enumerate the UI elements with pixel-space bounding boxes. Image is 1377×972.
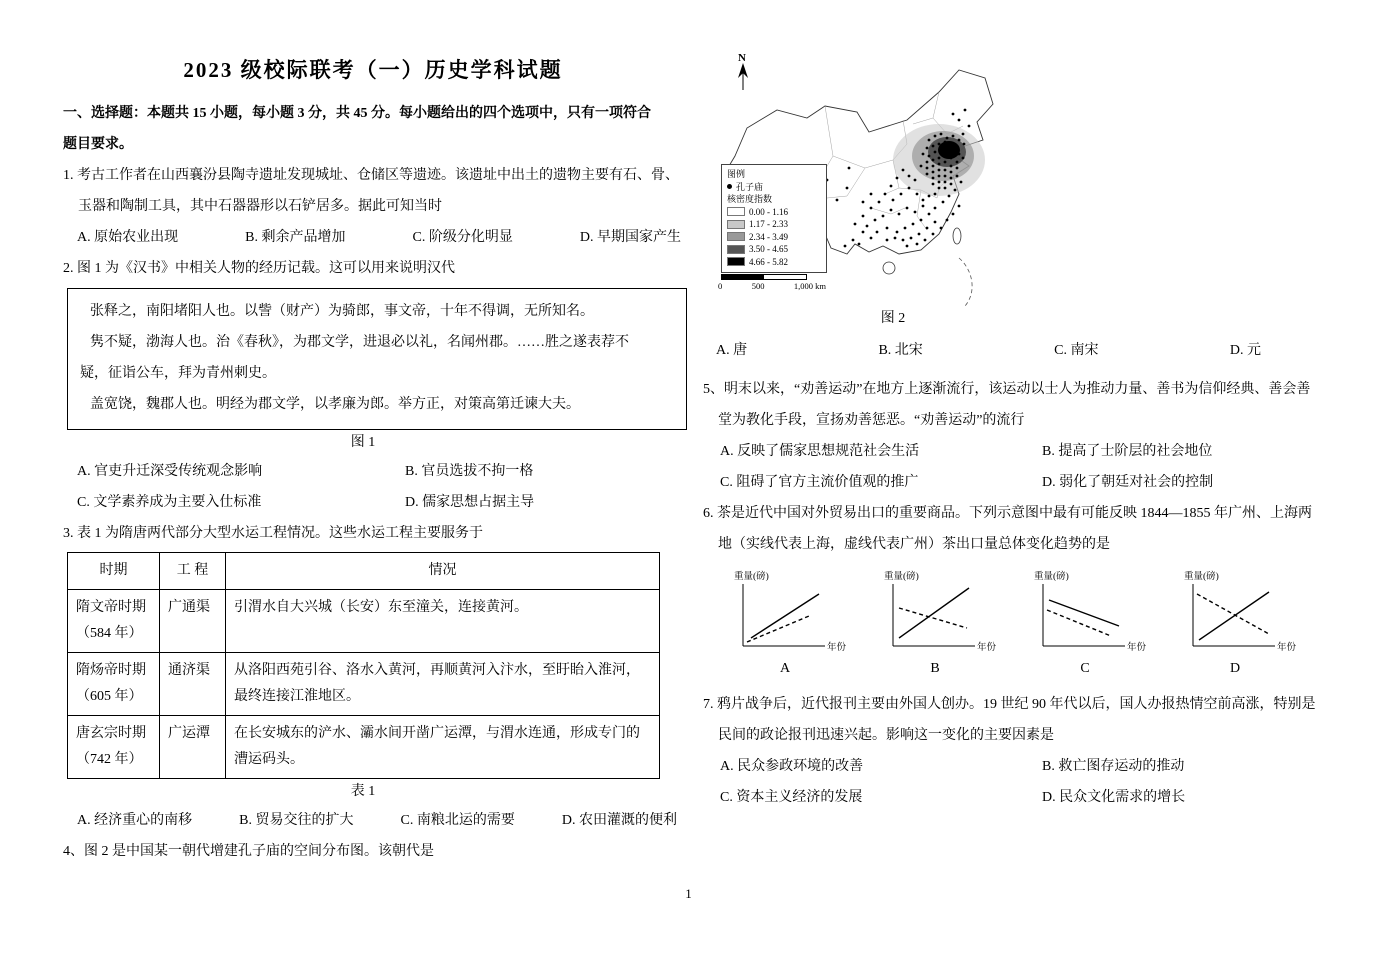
figure1-line: 隽不疑，渤海人也。治《春秋》，为郡文学，进退必以礼，名闻州郡。……胜之遂表荐不 — [90, 335, 629, 350]
legend-density-row: 1.17 - 2.33 — [727, 218, 821, 231]
trend-chart-option — [1171, 568, 1299, 677]
legend-point-label: 孔子庙 — [736, 181, 764, 192]
trend-chart-option — [721, 568, 849, 677]
q4-option-c: C. 南宋 — [1054, 343, 1099, 358]
density-swatch — [727, 207, 745, 216]
q7-option-b: B. 救亡图存运动的推动 — [1042, 759, 1185, 774]
q2-option-b: B. 官员选拔不拘一格 — [405, 464, 534, 479]
table-row — [68, 653, 660, 716]
table1-caption: 表 1 — [350, 784, 376, 799]
q3-option-a: A. 经济重心的南移 — [77, 813, 193, 828]
temple-dot-icon — [727, 184, 732, 189]
section-instructions-line2: 题目要求。 — [63, 137, 133, 152]
legend-density-row: 4.66 - 5.82 — [727, 256, 821, 269]
svg-text:年份: 年份 — [827, 643, 847, 653]
q6-chart-options — [721, 568, 1351, 677]
q5-option-c: C. 阻碍了官方主流价值观的推广 — [720, 475, 919, 490]
table1-cell-detail: 从洛阳西苑引谷、洛水入黄河，再顺黄河入汴水，至盱眙入淮河，最终连接江淮地区。 — [226, 653, 660, 716]
q3-options — [63, 805, 677, 836]
q4-option-d: D. 元 — [1229, 343, 1261, 358]
trend-chart-option — [1021, 568, 1149, 677]
density-swatch — [727, 220, 745, 229]
svg-text:年份: 年份 — [977, 643, 997, 653]
q4-option-b: B. 北宋 — [878, 343, 923, 358]
q3-option-b: B. 贸易交往的扩大 — [239, 813, 354, 828]
left-column — [63, 54, 683, 867]
q2-options — [63, 456, 683, 518]
map-scale — [718, 274, 826, 291]
page-title: 2023 级校际联考（一）历史学科试题 — [183, 58, 563, 82]
chart-option-label: A — [779, 661, 791, 676]
density-swatch — [727, 257, 745, 266]
chart-option-label: C — [1080, 661, 1090, 676]
section-instructions-line1: 一、选择题：本题共 15 小题，每小题 3 分，共 45 分。每小题给出的四个选项中，只有一项符合 — [63, 106, 651, 121]
figure1-line: 疑，征诣公车，拜为青州刺史。 — [80, 366, 276, 381]
q3-option-c: C. 南粮北运的需要 — [400, 813, 515, 828]
q5-options — [703, 436, 1351, 498]
q4-stem: 4、图 2 是中国某一朝代增建孔子庙的空间分布图。该朝代是 — [63, 844, 434, 859]
q1-stem-line2: 玉器和陶制工具，其中石器器形以石铲居多。据此可知当时 — [78, 199, 442, 214]
figure1-text-box — [67, 288, 687, 430]
q4-option-a: A. 唐 — [716, 343, 748, 358]
q7-stem-line1: 7. 鸦片战争后，近代报刊主要由外国人创办。19 世纪 90 年代以后，国人办报热情空前高涨，特别是 — [703, 697, 1316, 712]
q2-option-d: D. 儒家思想占据主导 — [405, 495, 535, 510]
trend-chart-svg — [1171, 568, 1299, 660]
q6-stem-line1: 6. 茶是近代中国对外贸易出口的重要商品。下列示意图中最有可能反映 1844—1855 年广州、上海两 — [703, 506, 1312, 521]
density-swatch — [727, 232, 745, 241]
q3-option-d: D. 农田灌溉的便利 — [561, 813, 677, 828]
table1-header-period: 时期 — [68, 553, 160, 590]
table1-cell-detail: 在长安城东的浐水、灞水间开凿广运潭，与渭水连通，形成专门的漕运码头。 — [226, 716, 660, 779]
q6-stem-line2: 地（实线代表上海，虚线代表广州）茶出口量总体变化趋势的是 — [718, 537, 1110, 552]
svg-text:N: N — [738, 52, 746, 64]
figure1-line: 张释之，南阳堵阳人也。以訾（财产）为骑郎，事文帝，十年不得调，无所知名。 — [90, 304, 594, 319]
q1-option-b: B. 剩余产品增加 — [245, 230, 346, 245]
q5-option-a: A. 反映了儒家思想规范社会生活 — [720, 444, 920, 459]
q1-option-a: A. 原始农业出现 — [77, 230, 179, 245]
q7-option-a: A. 民众参政环境的改善 — [720, 759, 864, 774]
q1-option-d: D. 早期国家产生 — [579, 230, 681, 245]
trend-chart-option — [871, 568, 999, 677]
table1-cell-period: 唐玄宗时期 （742 年） — [68, 716, 160, 779]
map-legend — [721, 164, 827, 273]
legend-density-row: 2.34 - 3.49 — [727, 231, 821, 244]
table-row — [68, 716, 660, 779]
trend-chart-svg — [1021, 568, 1149, 660]
q2-stem: 2. 图 1 为《汉书》中相关人物的经历记载。这可以用来说明汉代 — [63, 261, 455, 276]
q4-options — [703, 335, 1261, 366]
q5-stem-line2: 堂为教化手段，宣扬劝善惩恶。“劝善运动”的流行 — [718, 413, 1025, 428]
table1 — [67, 552, 660, 779]
trend-lines — [747, 594, 819, 642]
table1-cell-project: 广运潭 — [160, 716, 226, 779]
q5-option-d: D. 弱化了朝廷对社会的控制 — [1042, 475, 1214, 490]
q7-option-d: D. 民众文化需求的增长 — [1042, 790, 1186, 805]
chart-option-label: D — [1229, 661, 1241, 676]
table-row — [68, 590, 660, 653]
right-column — [703, 44, 1351, 813]
trend-chart-svg — [721, 568, 849, 660]
chart-option-label: B — [930, 661, 940, 676]
q7-stem-line2: 民间的政论报刊迅速兴起。影响这一变化的主要因素是 — [718, 728, 1054, 743]
q2-option-a: A. 官吏升迁深受传统观念影响 — [77, 464, 263, 479]
svg-text:重量(磅): 重量(磅) — [1184, 572, 1219, 582]
trend-lines — [1047, 600, 1119, 636]
hainan-island — [883, 262, 895, 274]
trend-lines — [899, 588, 969, 638]
q3-stem: 3. 表 1 为隋唐两代部分大型水运工程情况。这些水运工程主要服务于 — [63, 526, 483, 541]
figure1-line: 盖宽饶，魏郡人也。明经为郡文学，以孝廉为郎。举方正，对策高第迁谏大夫。 — [90, 397, 580, 412]
q7-options — [703, 751, 1351, 813]
figure2-map — [707, 48, 1087, 306]
q2-option-c: C. 文学素养成为主要入仕标准 — [77, 495, 262, 510]
table1-cell-project: 通济渠 — [160, 653, 226, 716]
q5-stem-line1: 5、明末以来，“劝善运动”在地方上逐渐流行，该运动以士人为推动力量、善书为信仰经典、善会善 — [703, 382, 1311, 397]
table1-header-row — [68, 553, 660, 590]
legend-density-row: 3.50 - 4.65 — [727, 243, 821, 256]
table1-header-project: 工 程 — [160, 553, 226, 590]
legend-point-row — [727, 181, 821, 194]
q1-stem-line1: 1. 考古工作者在山西襄汾县陶寺遗址发现城址、仓储区等遗迹。该遗址中出土的遗物主要有石、骨、 — [63, 168, 679, 183]
compass-north-icon — [738, 52, 748, 90]
svg-text:年份: 年份 — [1277, 643, 1297, 653]
table1-cell-period: 隋炀帝时期 （605 年） — [68, 653, 160, 716]
svg-text:重量(磅): 重量(磅) — [884, 572, 919, 582]
figure1-caption: 图 1 — [350, 435, 376, 450]
legend-density-title: 核密度指数 — [727, 194, 773, 204]
density-swatch — [727, 245, 745, 254]
svg-text:年份: 年份 — [1127, 643, 1147, 653]
table1-cell-project: 广通渠 — [160, 590, 226, 653]
table1-cell-period: 隋文帝时期 （584 年） — [68, 590, 160, 653]
scale-bar — [721, 274, 807, 280]
q7-option-c: C. 资本主义经济的发展 — [720, 790, 863, 805]
table1-cell-detail: 引渭水自大兴城（长安）东至潼关，连接黄河。 — [226, 590, 660, 653]
q5-option-b: B. 提高了士阶层的社会地位 — [1042, 444, 1213, 459]
svg-text:重量(磅): 重量(磅) — [734, 572, 769, 582]
kernel-density-layer — [893, 124, 985, 196]
legend-density-row: 0.00 - 1.16 — [727, 206, 821, 219]
figure2-caption: 图 2 — [880, 311, 906, 326]
svg-text:重量(磅): 重量(磅) — [1034, 572, 1069, 582]
trend-chart-svg — [871, 568, 999, 660]
q1-option-c: C. 阶级分化明显 — [412, 230, 513, 245]
q1-options — [63, 222, 681, 253]
south-china-sea-line — [959, 258, 972, 306]
page-number: 1 — [685, 886, 692, 901]
legend-title: 图例 — [727, 169, 746, 179]
trend-lines — [1197, 592, 1269, 640]
table1-header-detail: 情况 — [226, 553, 660, 590]
scale-labels: 0 500 1,000 km — [718, 281, 826, 291]
taiwan-island — [953, 228, 961, 244]
